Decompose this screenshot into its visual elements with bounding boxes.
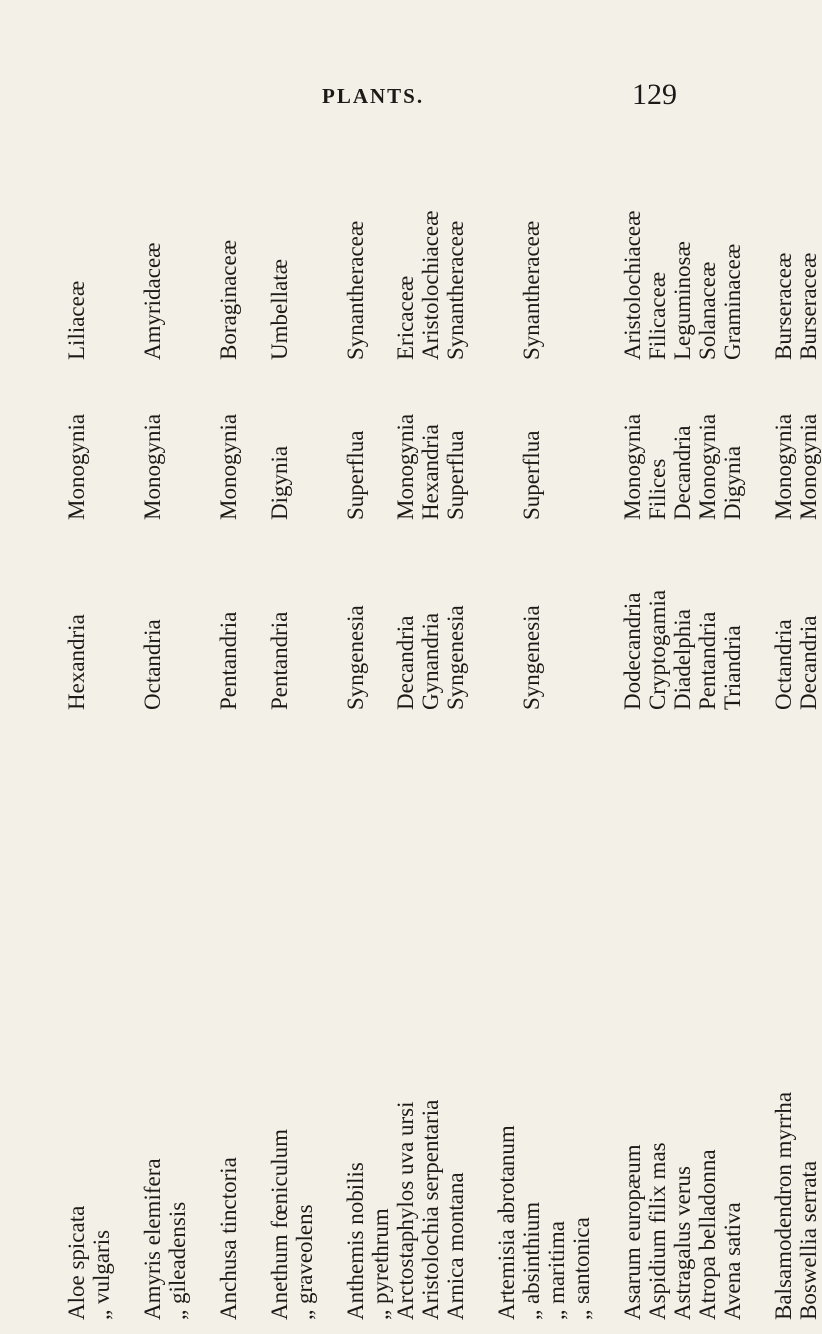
linnaean-class: Pentandria (694, 611, 720, 710)
linnaean-order: Hexandria (417, 424, 443, 520)
linnaean-order: Digynia (719, 445, 745, 520)
linnaean-class: Syngenesia (518, 605, 544, 710)
natural-family: Umbellatæ (266, 259, 292, 360)
plant-name: „ santonica (568, 1217, 594, 1320)
plant-name: „ pyrethrum (367, 1208, 393, 1320)
linnaean-class: Triandria (719, 625, 745, 710)
linnaean-order: Filices (644, 458, 670, 520)
natural-family: Liliaceæ (63, 280, 89, 360)
linnaean-class: Hexandria (63, 614, 89, 710)
natural-family: Filicaceæ (644, 271, 670, 360)
plant-name: Balsamodendron myrrha (770, 1091, 796, 1320)
table-row (569, 160, 594, 1330)
natural-family: Synantheraceæ (442, 220, 468, 360)
table-row (64, 160, 89, 1330)
linnaean-class: Decandria (795, 615, 821, 710)
plant-name: Aristolochia serpentaria (417, 1099, 443, 1320)
table-row (620, 160, 645, 1330)
table-row (720, 160, 745, 1330)
plant-name: Amyris elemifera (139, 1158, 165, 1320)
plant-name: Arctostaphylos uva ursi (392, 1101, 418, 1320)
page-number: 129 (632, 78, 677, 111)
table-row (343, 160, 368, 1330)
table-row (368, 160, 393, 1330)
table-row (494, 160, 519, 1330)
linnaean-class: Octandria (770, 619, 796, 710)
linnaean-order: Monogynia (63, 413, 89, 520)
natural-family: Aristolochiaceæ (619, 210, 645, 360)
plant-name: Astragalus verus (669, 1166, 695, 1320)
natural-family: Solanaceæ (694, 261, 720, 360)
linnaean-class: Gynandria (417, 612, 443, 710)
plant-name: Arnica montana (442, 1172, 468, 1320)
table-group (216, 160, 241, 1330)
plant-name: Boswellia serrata (795, 1160, 821, 1320)
table-group (620, 160, 745, 1330)
plant-name: „ gileadensis (164, 1201, 190, 1320)
linnaean-class: Pentandria (215, 611, 241, 710)
table-row (393, 160, 418, 1330)
table-row (443, 160, 468, 1330)
table-group (771, 160, 821, 1330)
plant-name: Asarum europæum (619, 1144, 645, 1320)
linnaean-class: Dodecandria (619, 592, 645, 710)
plant-name: „ vulgaris (88, 1229, 114, 1320)
linnaean-order: Digynia (266, 445, 292, 520)
linnaean-order: Superflua (442, 430, 468, 520)
linnaean-order: Superflua (342, 430, 368, 520)
plant-name: „ graveolens (291, 1204, 317, 1320)
table-row (165, 160, 190, 1330)
table-row (292, 160, 317, 1330)
natural-family: Graminaceæ (719, 243, 745, 360)
plant-name: Aspidium filix mas (644, 1142, 670, 1320)
linnaean-order: Superflua (518, 430, 544, 520)
linnaean-class: Octandria (139, 619, 165, 710)
table-row (519, 160, 544, 1330)
plant-name: Anchusa tinctoria (215, 1157, 241, 1320)
plant-name: Atropa belladonna (694, 1149, 720, 1320)
page-header (0, 78, 800, 118)
table-group (267, 160, 317, 1330)
natural-family: Synantheraceæ (342, 220, 368, 360)
table-group (64, 160, 114, 1330)
linnaean-order: Monogynia (215, 413, 241, 520)
linnaean-order: Monogynia (619, 413, 645, 520)
linnaean-order: Monogynia (694, 413, 720, 520)
linnaean-class: Pentandria (266, 611, 292, 710)
plant-name: Artemisia abrotanum (493, 1125, 519, 1320)
natural-family: Amyridaceæ (139, 242, 165, 360)
table-row (695, 160, 720, 1330)
plant-name: „ absinthium (518, 1201, 544, 1320)
linnaean-order: Decandria (669, 425, 695, 520)
natural-family: Burseraceæ (770, 252, 796, 360)
plant-name: „ maritima (543, 1221, 569, 1320)
plant-classification-table (63, 160, 821, 1330)
running-title: PLANTS. (322, 84, 425, 108)
table-row (645, 160, 670, 1330)
table-row (771, 160, 796, 1330)
linnaean-order: Monogynia (795, 413, 821, 520)
natural-family: Ericaceæ (392, 275, 418, 360)
natural-family: Synantheraceæ (518, 220, 544, 360)
table-row (216, 160, 241, 1330)
linnaean-class: Syngenesia (442, 605, 468, 710)
linnaean-class: Syngenesia (342, 605, 368, 710)
linnaean-order: Monogynia (392, 413, 418, 520)
plant-name: Avena sativa (719, 1202, 745, 1320)
natural-family: Leguminosæ (669, 241, 695, 360)
plant-name: Anethum fœniculum (266, 1129, 292, 1320)
table-row (796, 160, 821, 1330)
linnaean-class: Diadelphia (669, 609, 695, 710)
table-group (343, 160, 468, 1330)
table-row (89, 160, 114, 1330)
table-row (267, 160, 292, 1330)
linnaean-class: Cryptogamia (644, 589, 670, 710)
table-row (544, 160, 569, 1330)
natural-family: Boraginaceæ (215, 239, 241, 360)
table-row (670, 160, 695, 1330)
plant-name: Aloe spicata (63, 1205, 89, 1320)
plant-name: Anthemis nobilis (342, 1162, 368, 1320)
table-row (418, 160, 443, 1330)
linnaean-class: Decandria (392, 615, 418, 710)
natural-family: Aristolochiaceæ (417, 210, 443, 360)
rotated-table-body (63, 160, 821, 1330)
table-group (494, 160, 594, 1330)
table-group (140, 160, 190, 1330)
table-row (140, 160, 165, 1330)
linnaean-order: Monogynia (770, 413, 796, 520)
linnaean-order: Monogynia (139, 413, 165, 520)
natural-family: Burseraceæ (795, 252, 821, 360)
